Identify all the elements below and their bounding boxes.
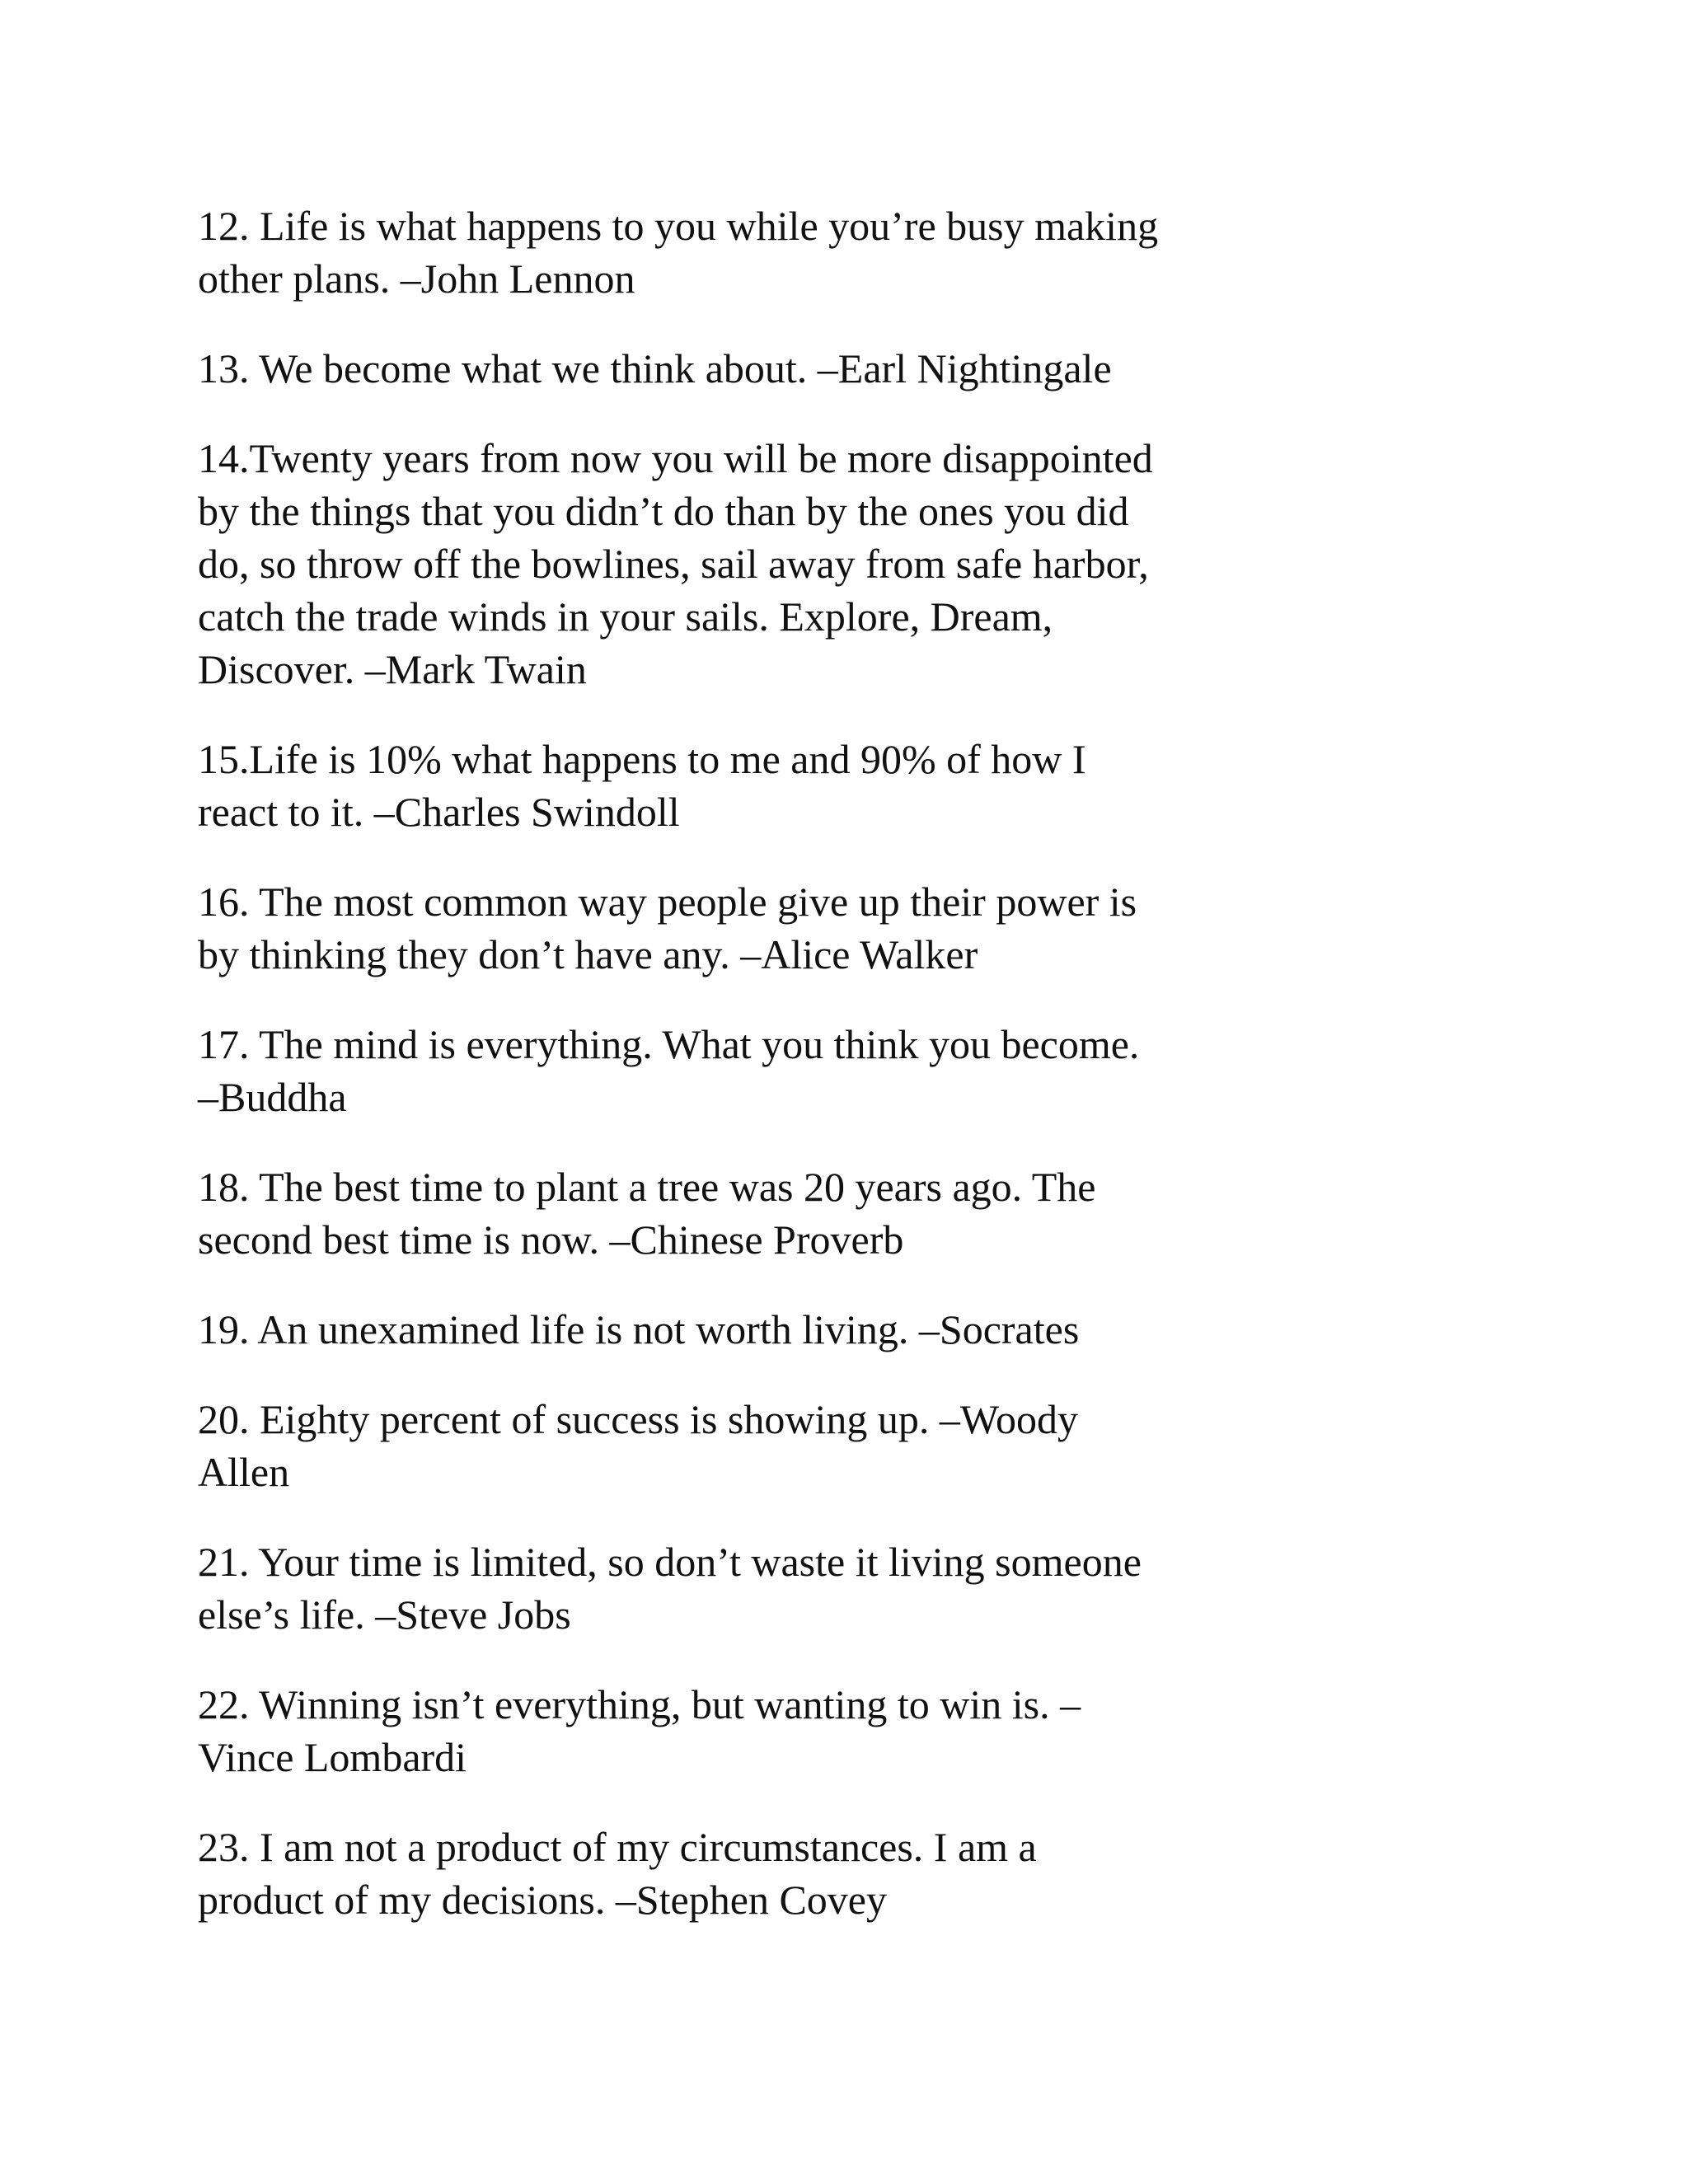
- quote-14: 14.Twenty years from now you will be more disappointed by the things that you didn’t do than by the ones you did do, so throw off the bowlines, sail away from safe harbor, catch the trade winds in your sails. Explore, Dream, Discover. –Mark Twain: [198, 435, 1153, 692]
- quote-13: 13. We become what we think about. –Earl Nightingale: [198, 345, 1112, 391]
- quote-16: 16. The most common way people give up their power is by thinking they don’t have any. –Alice Walker: [198, 879, 1137, 977]
- quote-12: 12. Life is what happens to you while you’re busy making other plans. –John Lennon: [198, 203, 1159, 302]
- quote-18: 18. The best time to plant a tree was 20 years ago. The second best time is now. –Chinese Proverb: [198, 1164, 1096, 1263]
- quote-list: [198, 199, 1236, 1963]
- quote-23: 23. I am not a product of my circumstances. I am a product of my decisions. –Stephen Covey: [198, 1824, 1037, 1923]
- quote-21: 21. Your time is limited, so don’t waste it living someone else’s life. –Steve Jobs: [198, 1539, 1142, 1638]
- quote-15: 15.Life is 10% what happens to me and 90% of how I react to it. –Charles Swindoll: [198, 736, 1086, 835]
- quote-22: 22. Winning isn’t everything, but wanting to win is. – Vince Lombardi: [198, 1681, 1081, 1780]
- quote-20: 20. Eighty percent of success is showing up. –Woody Allen: [198, 1396, 1079, 1495]
- quote-17: 17. The mind is everything. What you think you become. –Buddha: [198, 1021, 1140, 1120]
- quote-19: 19. An unexamined life is not worth living. –Socrates: [198, 1306, 1080, 1352]
